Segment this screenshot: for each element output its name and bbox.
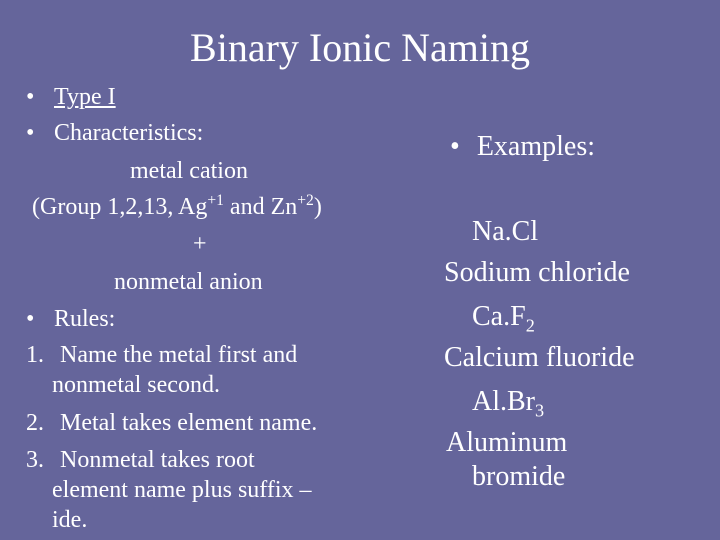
rule-number: 3. <box>26 447 44 473</box>
formula-base: Al.Br <box>472 386 535 417</box>
rule-number: 2. <box>26 410 44 436</box>
formula-subscript: 3 <box>535 400 545 421</box>
example-name: Aluminum <box>446 427 568 458</box>
and-zn: and Zn <box>223 194 298 220</box>
rule-text: Name the metal first and <box>60 342 298 368</box>
slide-title: Binary Ionic Naming <box>190 25 530 70</box>
rule-1-continuation: nonmetal second. <box>52 372 220 398</box>
group-list <box>32 192 322 222</box>
examples-label: Examples: <box>476 131 596 162</box>
characteristics-label: Characteristics: <box>54 120 204 146</box>
group-list-suffix: ) <box>313 194 322 220</box>
formula-base: Ca.F <box>472 301 526 332</box>
left-column <box>26 0 386 540</box>
formula-subscript: 2 <box>525 315 535 336</box>
example-formula <box>472 300 535 334</box>
bullet-marker: • <box>26 120 35 146</box>
example-name-continuation: bromide <box>472 461 566 492</box>
bullet-marker: • <box>26 306 35 332</box>
ag-charge: +1 <box>207 192 224 209</box>
plus-sign: + <box>193 231 207 257</box>
rule-text: Nonmetal takes root <box>60 447 255 473</box>
bullet-marker: • <box>26 84 35 110</box>
rule-text: Metal takes element name. <box>60 410 318 436</box>
metal-cation: metal cation <box>130 158 248 184</box>
bullet-marker: • <box>450 131 460 162</box>
example-formula <box>472 385 544 419</box>
type-label: Type I <box>54 84 116 110</box>
rule-3-continuation: element name plus suffix – <box>52 477 312 503</box>
group-list-prefix: (Group 1,2,13, Ag <box>32 194 208 220</box>
right-column <box>440 0 720 540</box>
example-formula: Na.Cl <box>472 216 539 247</box>
example-name: Sodium chloride <box>444 257 630 288</box>
nonmetal-anion: nonmetal anion <box>114 269 263 295</box>
rule-3-continuation: ide. <box>52 507 88 533</box>
rule-number: 1. <box>26 342 44 368</box>
rules-label: Rules: <box>54 306 116 332</box>
zn-charge: +2 <box>297 192 314 209</box>
bullet-examples <box>450 130 595 164</box>
example-name: Calcium fluoride <box>444 342 635 373</box>
